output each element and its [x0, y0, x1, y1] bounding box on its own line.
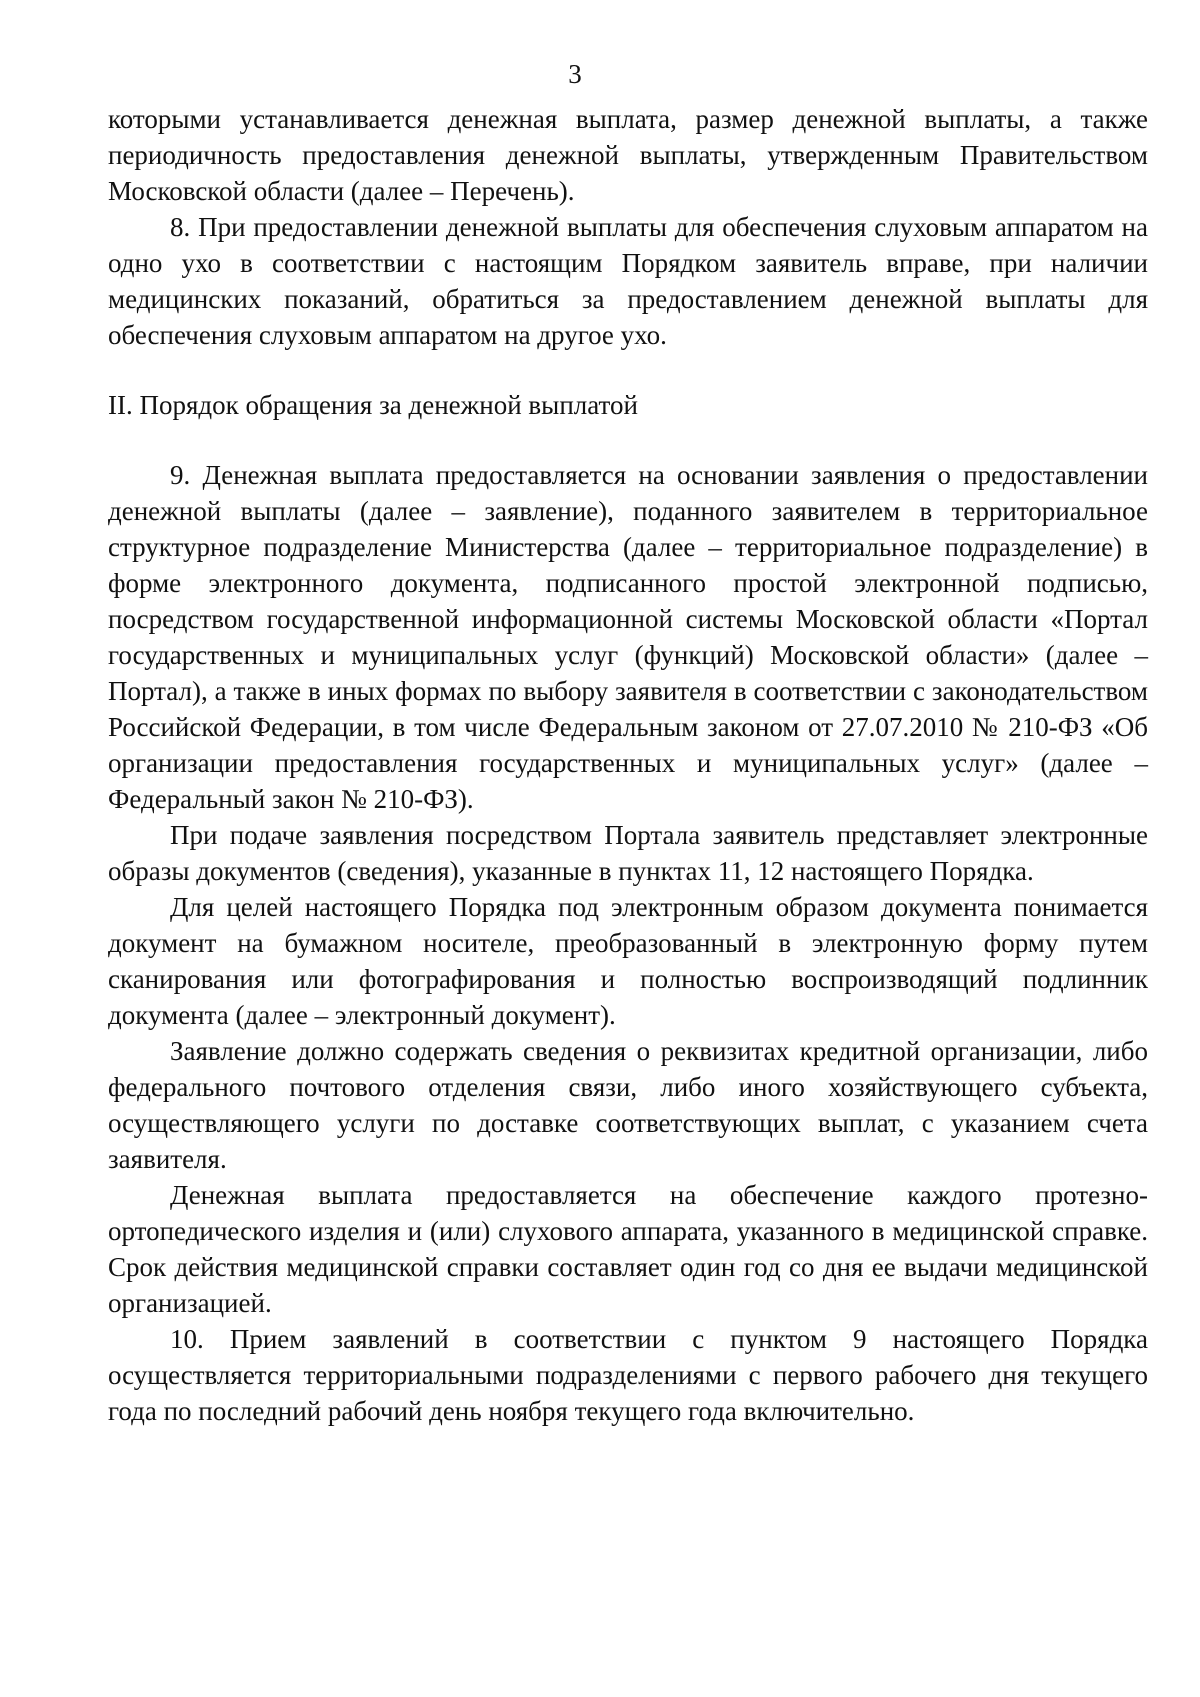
paragraph-item-9-requisites: Заявление должно содержать сведения о реквизитах кредитной организации, либо федерального почтового отделения связи, либо иного хозяйствующего субъекта, осуществляющего услуги по доставке соответствующих выплат, с указанием счета заявителя. [108, 1036, 1148, 1174]
paragraph-item-9: 9. Денежная выплата предоставляется на основании заявления о предоставлении денежной выплаты (далее – заявление), поданного заявителем в территориальное структурное подразделение Министерства (далее – территориальное подразделение) в форме электронного документа, подписанного простой электронной подписью, посредством государственной информационной системы Московской области «Портал государственных и муниципальных услуг (функций) Московской области» (далее – Портал), а также в иных формах по выбору заявителя в соответствии с законодательством Российской Федерации, в том числе Федеральным законом от 27.07.2010 № 210-ФЗ «Об организации предоставления государственных и муниципальных услуг» (далее – Федеральный закон № 210-ФЗ). [108, 460, 1148, 814]
paragraph-item-10: 10. Прием заявлений в соответствии с пунктом 9 настоящего Порядка осуществляется территориальными подразделениями с первого рабочего дня текущего года по последний рабочий день ноября текущего года включительно. [108, 1324, 1148, 1426]
paragraph-item-9-portal: При подаче заявления посредством Портала заявитель представляет электронные образы документов (сведения), указанные в пунктах 11, 12 настоящего Порядка. [108, 820, 1148, 886]
page-number: 3 [568, 59, 582, 89]
document-body [108, 101, 1148, 1429]
section-heading: II. Порядок обращения за денежной выплатой [108, 390, 638, 420]
paragraph-item-9-definition: Для целей настоящего Порядка под электронным образом документа понимается документ на бумажном носителе, преобразованный в электронную форму путем сканирования или фотографирования и полностью воспроизводящий подлинник документа (далее – электронный документ). [108, 892, 1148, 1030]
paragraph-item-9-each-item: Денежная выплата предоставляется на обеспечение каждого протезно-ортопедического изделия и (или) слухового аппарата, указанного в медицинской справке. Срок действия медицинской справки составляет один год со дня ее выдачи медицинской организацией. [108, 1180, 1148, 1318]
paragraph-continuation: которыми устанавливается денежная выплата, размер денежной выплаты, а также периодичность предоставления денежной выплаты, утвержденным Правительством Московской области (далее – Перечень). [108, 104, 1148, 206]
paragraph-item-8: 8. При предоставлении денежной выплаты для обеспечения слуховым аппаратом на одно ухо в соответствии с настоящим Порядком заявитель вправе, при наличии медицинских показаний, обратиться за предоставлением денежной выплаты для обеспечения слуховым аппаратом на другое ухо. [108, 212, 1148, 350]
